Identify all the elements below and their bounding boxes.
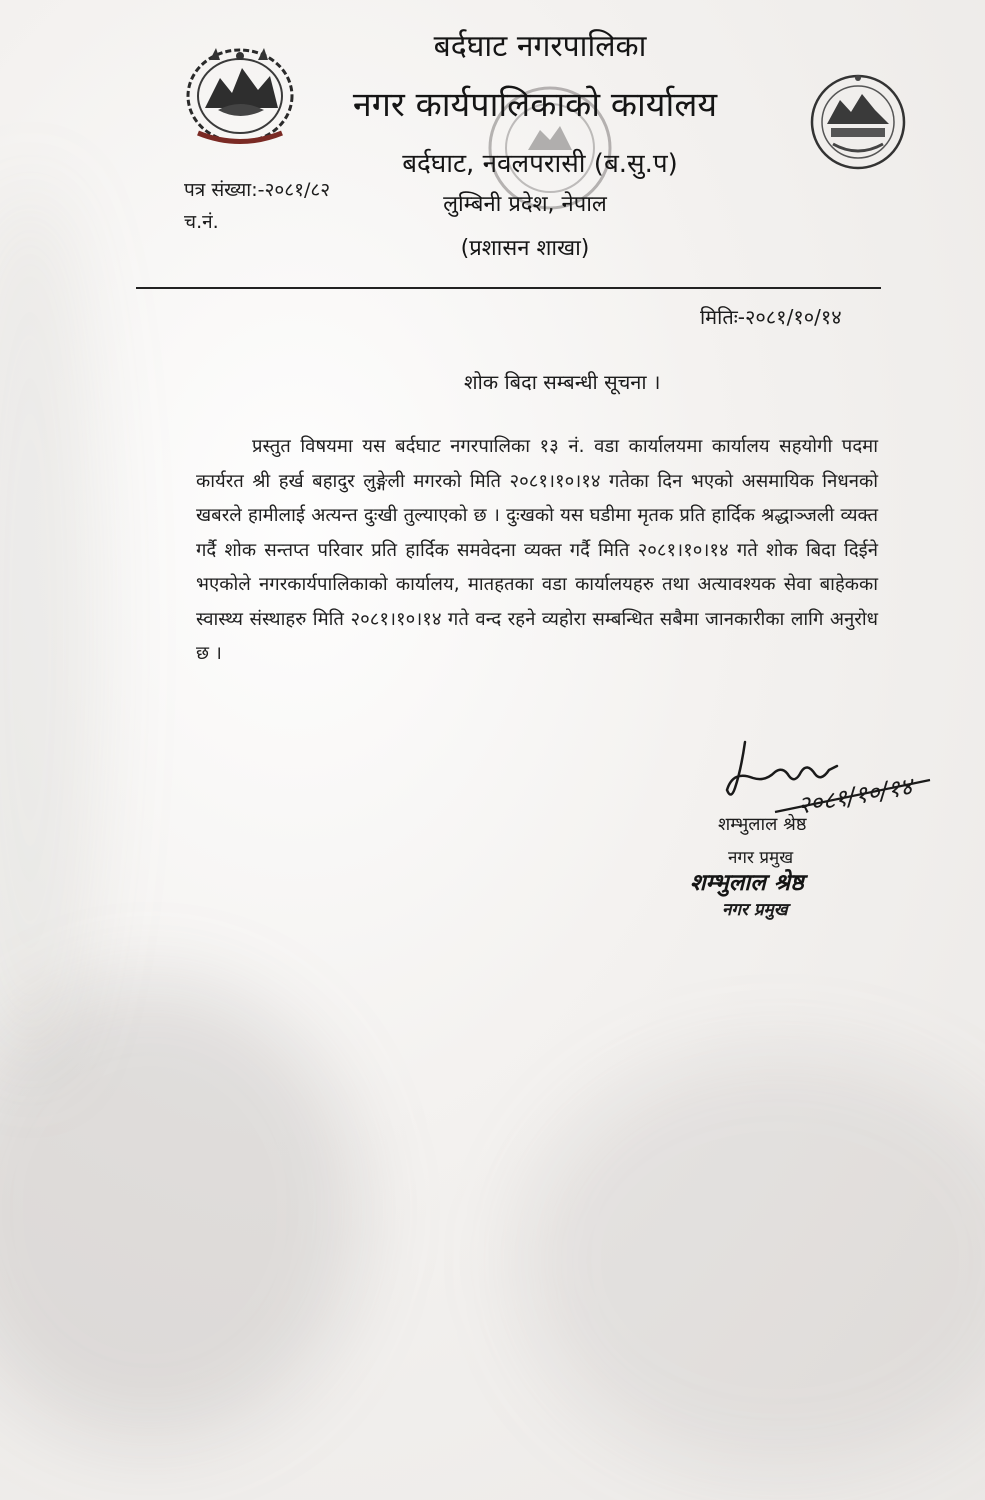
signatory-name: शम्भुलाल श्रेष्ठ	[718, 814, 807, 835]
branch-line: (प्रशासन शाखा)	[460, 236, 590, 261]
province-line: लुम्बिनी प्रदेश, नेपाल	[443, 192, 607, 217]
letter-number: पत्र संख्या:-२०८१/८२	[184, 179, 331, 201]
name-stamp: शम्भुलाल श्रेष्ठ	[690, 870, 804, 896]
subject-line: शोक बिदा सम्बन्धी सूचना ।	[464, 370, 661, 394]
office-name: नगर कार्यपालिकाको कार्यालय	[352, 85, 718, 125]
dispatch-number: च.नं.	[184, 211, 219, 233]
paper-shadow	[0, 180, 100, 1080]
notice-body: प्रस्तुत विषयमा यस बर्दघाट नगरपालिका १३ नं. वडा कार्यालयमा कार्यालय सहयोगी पदमा कार्यरत श्री हर्ख बहादुर लुङ्गेली मगरको मिति २०८१।१०।१४ गतेका दिन भएको असमायिक निधनको खबरले हामीलाई अत्यन्त दुःखी तुल्याएको छ । दुःखको यस घडीमा मृतक प्रति हार्दिक श्रद्धाञ्जली व्यक्त गर्दै शोक सन्तप्त परिवार प्रति हार्दिक समवेदना व्यक्त गर्दै मिति २०८१।१०।१४ गते शोक बिदा दिईने भएकोले नगरकार्यपालिकाको कार्यालय, मातहतका वडा कार्यालयहरु तथा अत्यावश्यक सेवा बाहेकका स्वास्थ्य संस्थाहरु मिति २०८१।१०।१४ गते वन्द रहने व्यहोरा सम्बन्धित सबैमा जानकारीका लागि अनुरोध छ ।	[196, 436, 878, 664]
title-stamp: नगर प्रमुख	[722, 900, 788, 920]
municipality-logo-icon	[805, 72, 911, 172]
nepal-coat-of-arms-icon	[180, 38, 300, 148]
header-divider	[136, 287, 881, 289]
paper-shadow	[520, 1050, 985, 1470]
letter-date: मितिः-२०८१/१०/१४	[700, 305, 842, 329]
signature-date: २०८१/१०/१४	[795, 772, 915, 820]
office-address: बर्दघाट, नवलपरासी (ब.सु.प)	[402, 149, 678, 179]
municipality-name: बर्दघाट नगरपालिका	[433, 29, 647, 64]
signatory-title: नगर प्रमुख	[728, 848, 794, 868]
